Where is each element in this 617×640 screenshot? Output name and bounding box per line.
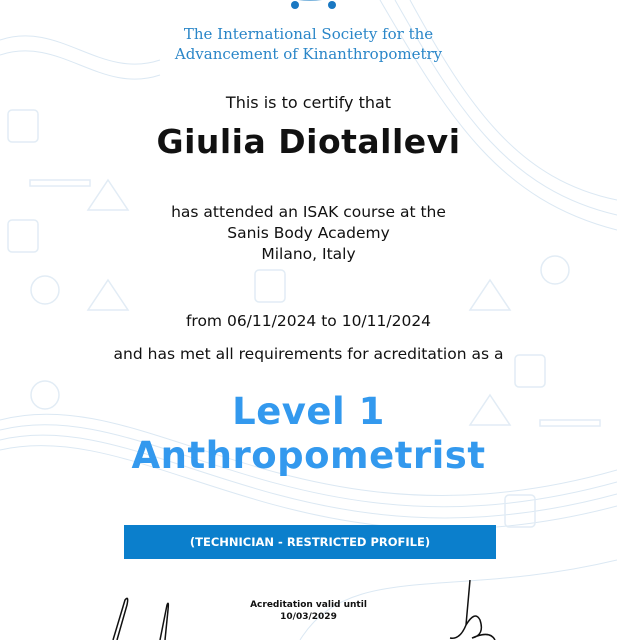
signature-left <box>105 595 175 640</box>
validity-date: 10/03/2029 <box>280 612 337 622</box>
course-venue: Sanis Body Academy <box>227 224 390 242</box>
course-dates: from 06/11/2024 to 10/11/2024 <box>185 312 432 330</box>
accreditation-level <box>0 390 617 478</box>
level-line-2: Anthropometrist <box>131 434 486 477</box>
course-line: has attended an ISAK course at the <box>171 203 446 221</box>
level-line-1: Level 1 <box>232 390 385 433</box>
validity-info <box>0 599 617 623</box>
validity-label: Acreditation valid until <box>250 600 367 610</box>
requirements-text: and has met all requirements for acreditation as a <box>113 345 504 363</box>
course-location: Milano, Italy <box>261 245 356 263</box>
isak-logo-seal <box>245 0 375 10</box>
signature-right <box>440 580 500 640</box>
course-info <box>0 202 617 265</box>
organization-name <box>0 24 617 64</box>
certify-text: This is to certify that <box>225 93 392 112</box>
org-line-2: Advancement of Kinanthropometry <box>174 45 443 63</box>
org-line-1: The International Society for the <box>183 25 434 43</box>
profile-banner: (TECHNICIAN - RESTRICTED PROFILE) <box>124 525 496 559</box>
recipient-name: Giulia Diotallevi <box>156 122 461 161</box>
